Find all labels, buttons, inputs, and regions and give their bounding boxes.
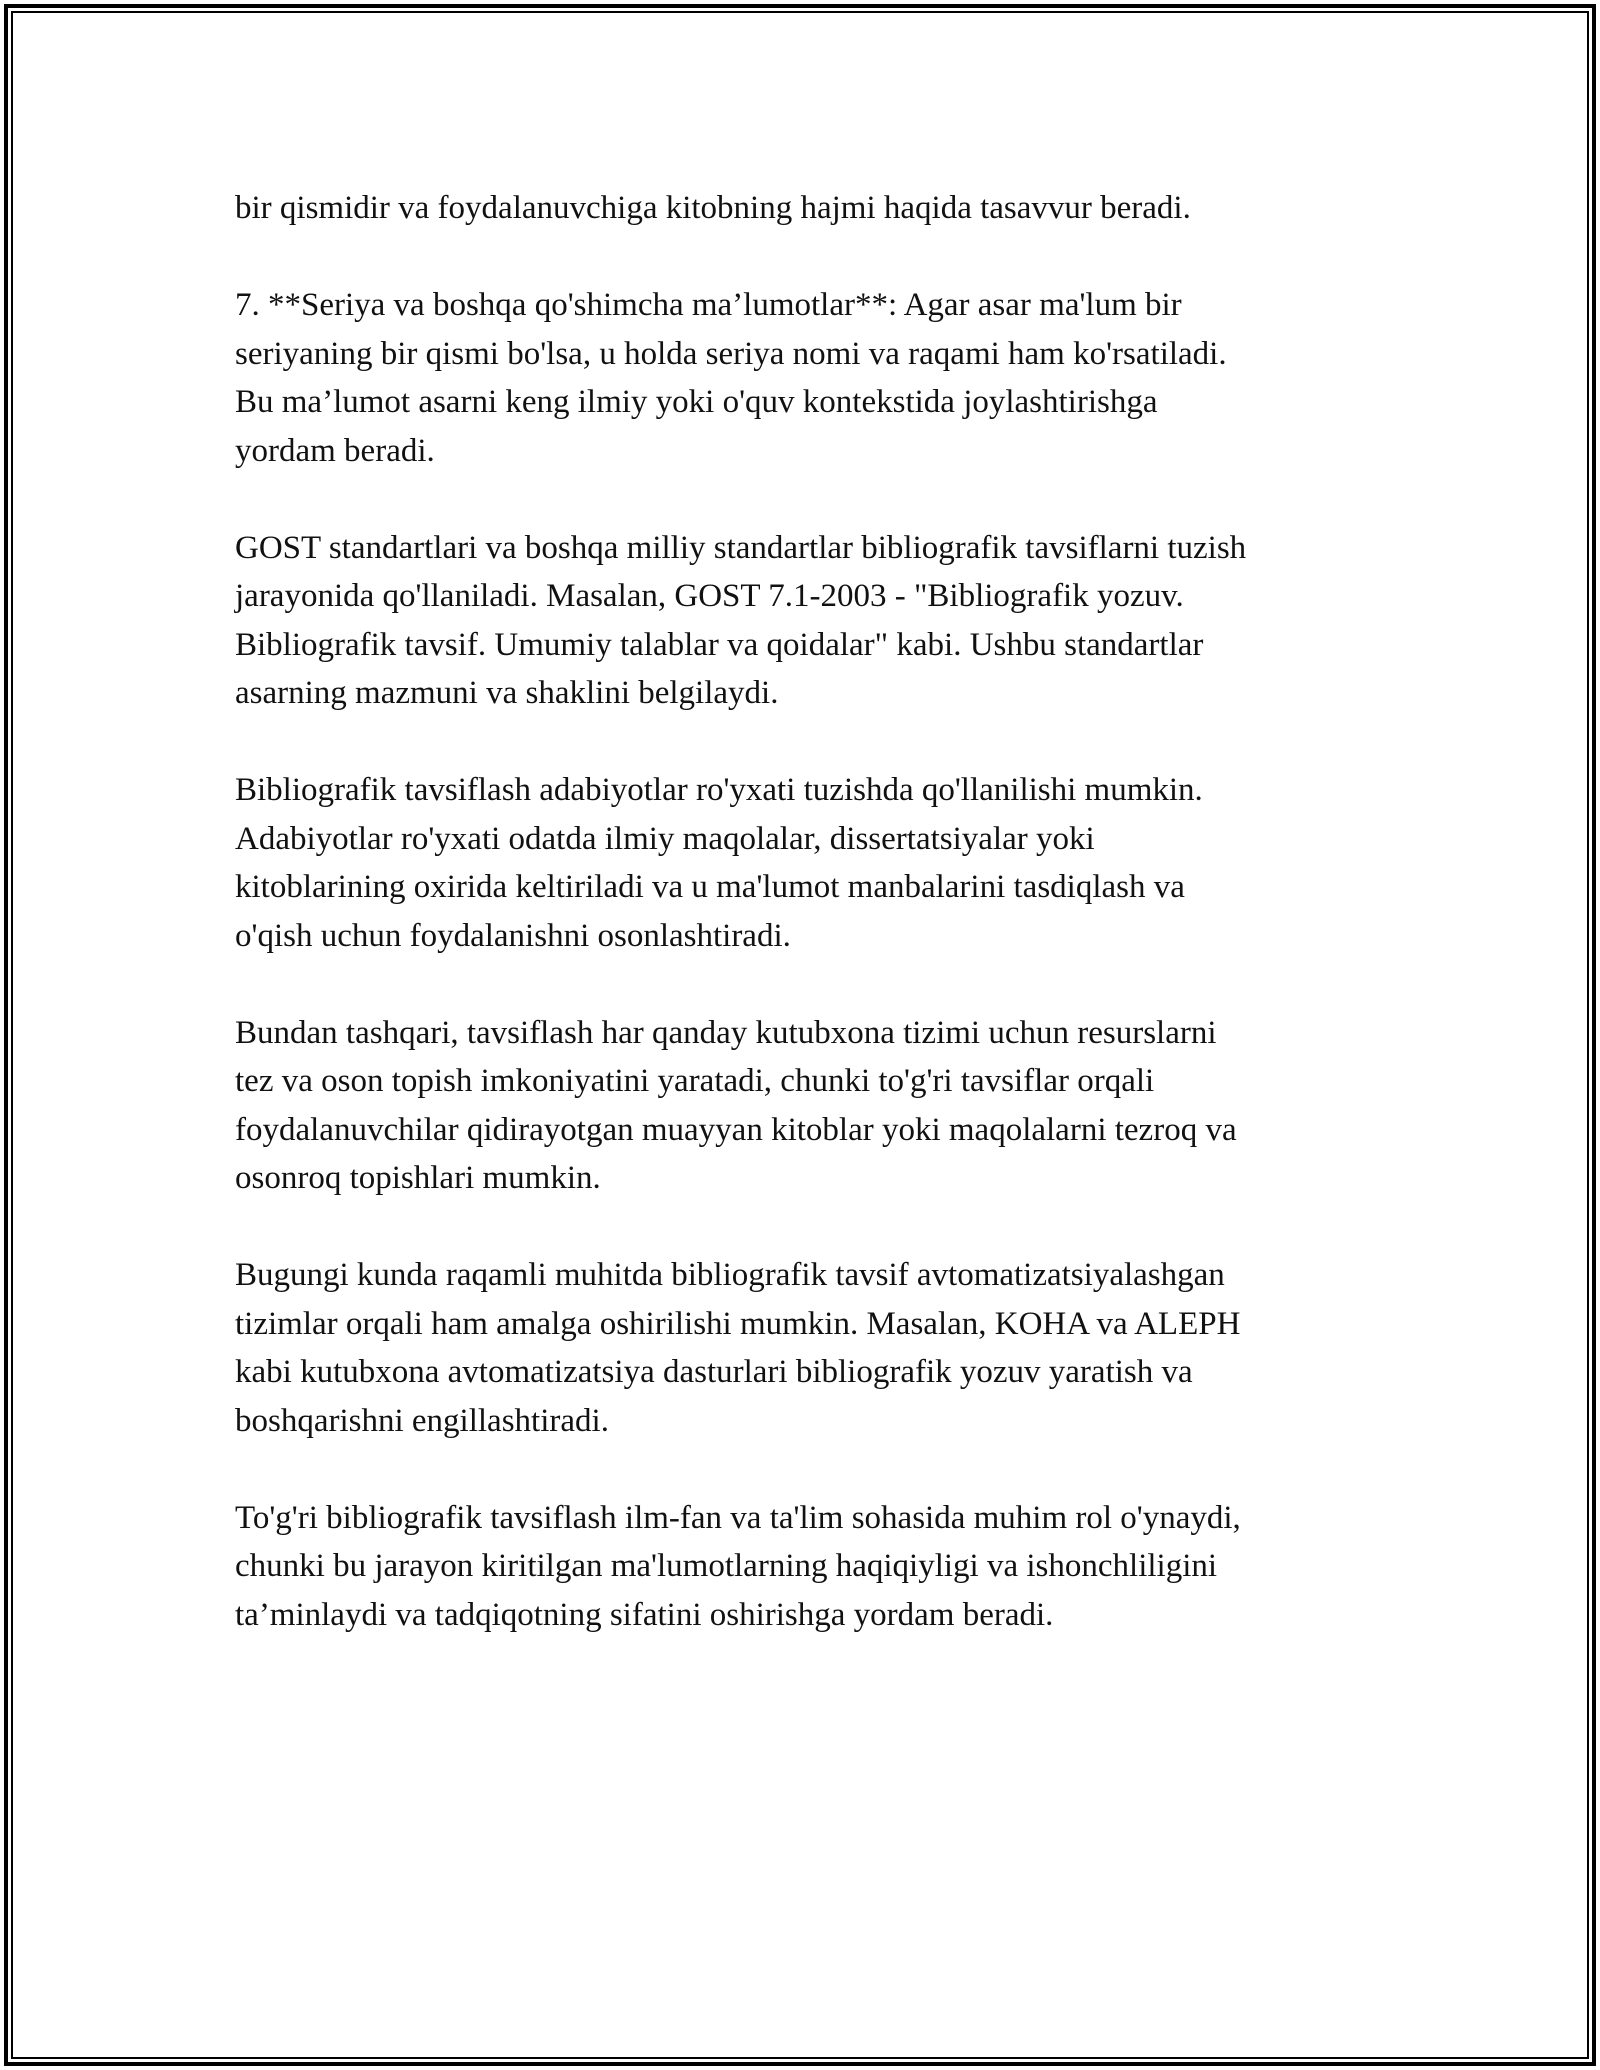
text-line: kabi kutubxona avtomatizatsiya dasturlari bibliografik yozuv yaratish va: [235, 1354, 1193, 1390]
document-body: [235, 184, 1375, 1688]
text-line: GOST standartlari va boshqa milliy standartlar bibliografik tavsiflarni tuzish: [235, 529, 1247, 566]
paragraph-reference-list: [235, 766, 1375, 960]
text-line: seriyaning bir qismi bo'lsa, u holda seriya nomi va raqami ham ko'rsatiladi.: [235, 335, 1227, 372]
paragraph-conclusion: [235, 1494, 1375, 1640]
text-line: chunki bu jarayon kiritilgan ma'lumotlarning haqiqiyligi va ishonchliligini: [235, 1548, 1218, 1584]
paragraph-library-systems: [235, 1009, 1375, 1203]
text-line: To'g'ri bibliografik tavsiflash ilm-fan va ta'lim sohasida muhim rol o'ynaydi,: [235, 1499, 1241, 1536]
text-line: Adabiyotlar ro'yxati odatda ilmiy maqolalar, dissertatsiyalar yoki: [235, 820, 1095, 857]
text-line: ta’minlaydi va tadqiqotning sifatini oshirishga yordam beradi.: [235, 1596, 1054, 1633]
text-line: asarning mazmuni va shaklini belgilaydi.: [235, 675, 779, 711]
text-line: o'qish uchun foydalanishni osonlashtiradi.: [235, 917, 791, 954]
paragraph-page-count-end: [235, 184, 1375, 233]
text-line: 7. **Seriya va boshqa qo'shimcha ma’lumotlar**: Agar asar ma'lum bir: [235, 287, 1182, 323]
paragraph-series-info: [235, 281, 1375, 475]
text-line: yordam beradi.: [235, 432, 435, 469]
text-line: osonroq topishlari mumkin.: [235, 1160, 601, 1196]
paragraph-digital-automation: [235, 1251, 1375, 1445]
text-line: tez va oson topish imkoniyatini yaratadi, chunki to'g'ri tavsiflar orqali: [235, 1063, 1155, 1099]
text-line: tizimlar orqali ham amalga oshirilishi mumkin. Masalan, KOHA va ALEPH: [235, 1305, 1241, 1342]
text-line: bir qismidir va foydalanuvchiga kitobning hajmi haqida tasavvur beradi.: [235, 190, 1191, 226]
text-line: Bibliografik tavsiflash adabiyotlar ro'yxati tuzishda qo'llanilishi mumkin.: [235, 772, 1203, 808]
text-line: kitoblarining oxirida keltiriladi va u ma'lumot manbalarini tasdiqlash va: [235, 869, 1185, 905]
text-line: boshqarishni engillashtiradi.: [235, 1402, 609, 1439]
text-line: Bugungi kunda raqamli muhitda bibliografik tavsif avtomatizatsiyalashgan: [235, 1257, 1225, 1293]
text-line: jarayonida qo'llaniladi. Masalan, GOST 7.1-2003 - "Bibliografik yozuv.: [235, 578, 1184, 614]
text-line: Bundan tashqari, tavsiflash har qanday kutubxona tizimi uchun resurslarni: [235, 1014, 1217, 1051]
text-line: Bu ma’lumot asarni keng ilmiy yoki o'quv kontekstida joylashtirishga: [235, 384, 1158, 420]
text-line: foydalanuvchilar qidirayotgan muayyan kitoblar yoki maqolalarni tezroq va: [235, 1111, 1237, 1148]
text-line: Bibliografik tavsif. Umumiy talablar va qoidalar" kabi. Ushbu standartlar: [235, 626, 1204, 663]
paragraph-gost-standards: [235, 524, 1375, 718]
